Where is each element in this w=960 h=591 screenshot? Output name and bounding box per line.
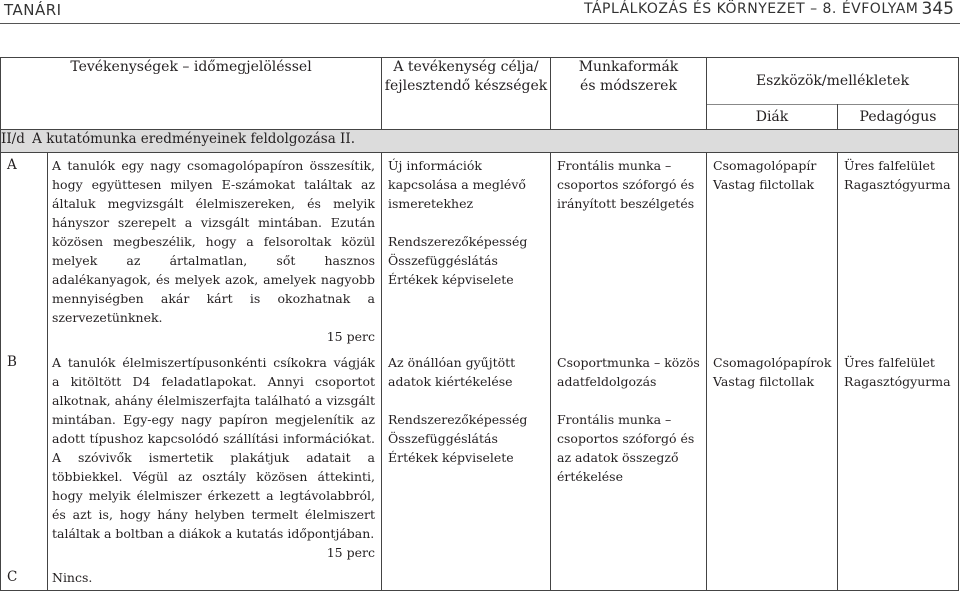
methods-text: Csoportmunka – közös adatfeldolgozás	[557, 354, 700, 389]
header-teacher: Pedagógus	[838, 105, 959, 130]
header-tools: Eszközök/mellékletek	[707, 58, 959, 105]
activity-cell	[48, 350, 382, 565]
student-tool: Csomagolópapír	[713, 158, 817, 173]
student-tool: Vastag filctollak	[713, 373, 815, 389]
student-tools-cell	[707, 565, 838, 591]
activity-text: A tanulók élelmiszertípusonkénti csíkokra vágják a kitöltött D4 feladatlapokat. Annyi csoportot alkotnak, ahány élelmiszerfajta található a vizsgált mintában. Egy-egy nagy papíron megjelenítik az adott típushoz kapcsolódó szállítási információkat. A szóvivők ismertetik plakátjuk adatait a többiekkel. Végül az osztály közösen áttekinti, hogy melyik élelmiszer érkezett a legtávolabbról, és azt is, hogy hány helyben termelt élelmiszert találtak a boltban a diákok a kutatás időpontjában.	[52, 354, 375, 541]
activity-cell	[48, 153, 382, 350]
student-tools-cell	[707, 350, 838, 565]
activity-text: A tanulók egy nagy csomagolópapíron összesítik, hogy együttesen milyen E-számokat találtak az általuk megvizsgált élelmiszereken, és melyik hányszor szerepelt a vizsgált mintában. Ezután közösen megbeszélik, hogy a felsoroltak közül melyek az ártalmatlan, sőt hasznos adalékanyagok, és melyek azok, amelyek nagyobb mennyiségben akár kárt is okozhatnak a szervezetünknek.	[52, 158, 375, 325]
table-row	[1, 565, 959, 591]
page-header	[0, 0, 960, 24]
goal-skill: Értékek képviselete	[388, 272, 514, 287]
table-row	[1, 350, 959, 565]
header-goal-line1: A tevékenység célja/	[393, 59, 539, 75]
activity-time: 15 perc	[326, 544, 375, 560]
activity-time: 15 perc	[326, 329, 375, 344]
activity-text: Nincs.	[52, 569, 93, 585]
header-goal-line2: fejlesztendő készségek	[384, 78, 548, 94]
methods-text: Frontális munka – csoportos szóforgó és irányított beszélgetés	[557, 158, 695, 211]
header-activities: Tevékenységek – időmegjelöléssel	[1, 58, 382, 130]
teacher-tools-cell	[838, 350, 959, 565]
goal-skill: Összefüggéslátás	[388, 253, 498, 268]
teacher-tool: Üres falfelület	[844, 354, 935, 370]
goal-cell	[382, 153, 551, 350]
header-student: Diák	[707, 105, 838, 130]
goal-skill: Rendszerezőképesség	[388, 411, 528, 427]
section-id: II/d	[1, 131, 25, 147]
teacher-tool: Ragasztógyurma	[844, 373, 951, 389]
methods-cell	[551, 565, 707, 591]
student-tool: Vastag filctollak	[713, 177, 815, 192]
page-number: 345	[921, 0, 954, 19]
goal-text: Az önállóan gyűjtött adatok kiértékelése	[388, 354, 516, 389]
header-methods-line1: Munkaformák	[578, 59, 679, 75]
methods-text: Frontális munka – csoportos szóforgó és az adatok összegző értékelése	[557, 411, 695, 484]
student-tool: Csomagolópapírok	[713, 354, 832, 370]
header-rule	[0, 23, 960, 24]
activity-cell	[48, 565, 382, 591]
section-title: A kutatómunka eredményeinek feldolgozása II.	[32, 131, 356, 147]
row-label: A	[1, 153, 48, 350]
header-methods	[551, 58, 707, 130]
student-tools-cell	[707, 153, 838, 350]
header-left-label: TANÁRI	[4, 1, 62, 19]
lesson-plan-table	[0, 57, 959, 591]
table-header-row	[1, 58, 959, 105]
header-book-title: TÁPLÁLKOZÁS ÉS KÖRNYEZET – 8. ÉVFOLYAM	[584, 1, 919, 17]
methods-cell	[551, 153, 707, 350]
goal-skill: Értékek képviselete	[388, 449, 514, 465]
row-label: C	[1, 565, 48, 591]
goal-cell	[382, 350, 551, 565]
row-label: B	[1, 350, 48, 565]
goal-skill: Összefüggéslátás	[388, 430, 498, 446]
teacher-tool: Üres falfelület	[844, 158, 935, 173]
goal-cell	[382, 565, 551, 591]
section-title-cell	[1, 130, 959, 153]
goal-skill: Rendszerezőképesség	[388, 234, 528, 249]
goal-text: Új információk kapcsolása a meglévő ismeretekhez	[388, 158, 526, 211]
section-row	[1, 130, 959, 153]
table-row	[1, 153, 959, 350]
header-goal	[382, 58, 551, 130]
teacher-tools-cell	[838, 565, 959, 591]
teacher-tools-cell	[838, 153, 959, 350]
methods-cell	[551, 350, 707, 565]
header-methods-line2: és módszerek	[580, 78, 677, 94]
teacher-tool: Ragasztógyurma	[844, 177, 951, 192]
